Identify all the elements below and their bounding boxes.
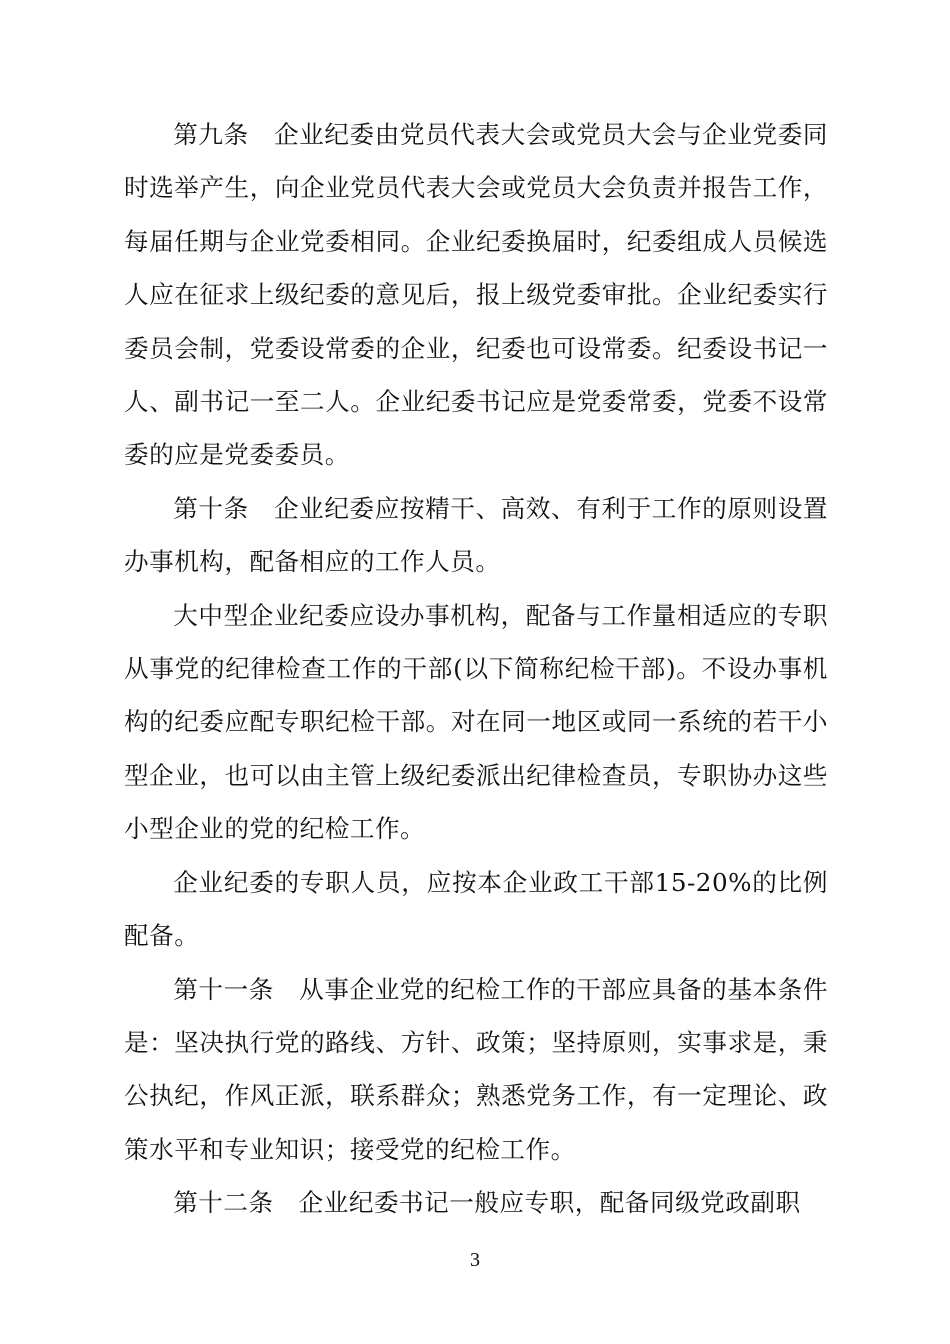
page-number: 3 bbox=[470, 1249, 480, 1271]
paragraph-article-11: 第十一条 从事企业党的纪检工作的干部应具备的基本条件是：坚决执行党的路线、方针、政策；坚持原则，实事求是，秉公执纪，作风正派，联系群众；熟悉党务工作，有一定理论、政策水平和专业知识；接受党的纪检工作。 bbox=[124, 974, 828, 1164]
paragraph-article-12: 第十二条 企业纪委书记一般应专职，配备同级党政副职 bbox=[173, 1188, 801, 1218]
paragraph-staffing-ratio: 企业纪委的专职人员，应按本企业政工干部15-20%的比例配备。 bbox=[124, 867, 828, 951]
paragraph-article-10: 第十条 企业纪委应按精干、高效、有利于工作的原则设置办事机构，配备相应的工作人员。 bbox=[124, 493, 828, 577]
paragraph-article-9: 第九条 企业纪委由党员代表大会或党员大会与企业党委同时选举产生，向企业党员代表大会或党员大会负责并报告工作，每届任期与企业党委相同。企业纪委换届时，纪委组成人员候选人应在征求上级纪委的意见后，报上级党委审批。企业纪委实行委员会制，党委设常委的企业，纪委也可设常委。纪委设书记一人、副书记一至二人。企业纪委书记应是党委常委，党委不设常委的应是党委委员。 bbox=[124, 120, 828, 470]
document-body bbox=[124, 108, 828, 1230]
paragraph-large-enterprise: 大中型企业纪委应设办事机构，配备与工作量相适应的专职从事党的纪律检查工作的干部(以下简称纪检干部)。不设办事机构的纪委应配专职纪检干部。对在同一地区或同一系统的若干小型企业，也可以由主管上级纪委派出纪律检查员，专职协办这些小型企业的党的纪检工作。 bbox=[124, 600, 828, 844]
